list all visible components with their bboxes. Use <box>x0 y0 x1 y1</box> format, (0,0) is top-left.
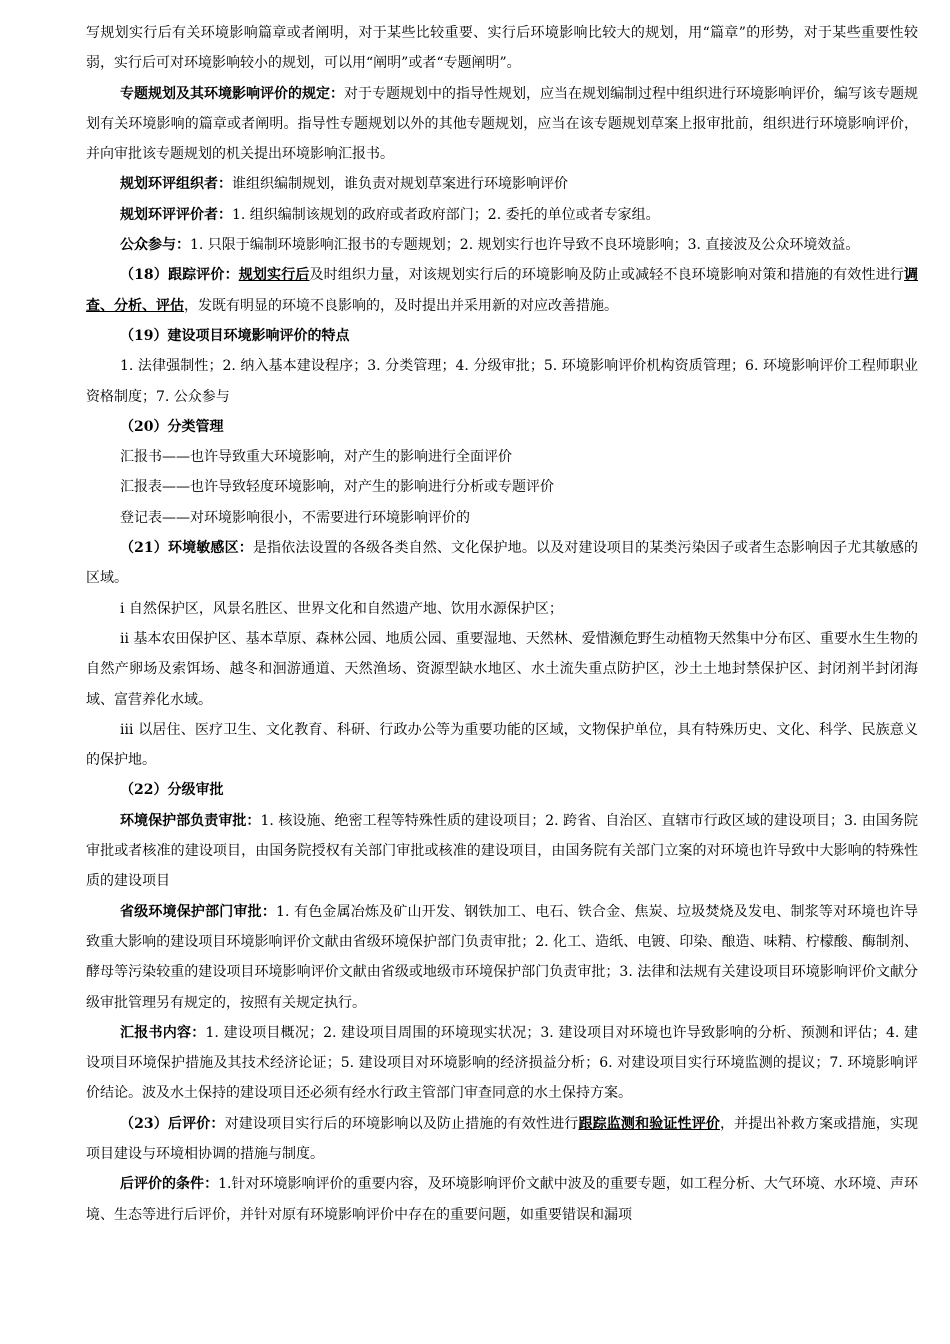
text-run: ⅰ 自然保护区，风景名胜区、世界文化和自然遗产地、饮用水源保护区； <box>120 600 563 617</box>
text-run: ，发既有明显的环境不良影响的，及时提出并采用新的对应改善措施。 <box>184 297 618 314</box>
bold-text: （22）分级审批 <box>120 782 224 799</box>
paragraph <box>86 533 918 594</box>
paragraph <box>86 442 918 472</box>
paragraph <box>86 775 918 805</box>
text-run: 是指依法设置的各级各类自然、文化保护地。以及对建设项目的某类污染因子或者生态影响因子尤其敏感的区域。 <box>86 540 919 587</box>
bold-text: 专题规划及其环境影响评价的规定： <box>120 85 344 102</box>
paragraph <box>86 1169 918 1230</box>
text-run: 汇报表——也许导致轻度环境影响，对产生的影响进行分析或专题评价 <box>120 479 554 496</box>
text-run: ⅱ 基本农田保护区、基本草原、森林公园、地质公园、重要湿地、天然林、爱惜濒危野生动植物天然集中分布区、重要水生生物的自然产卵场及索饵场、越冬和洄游通道、天然渔场、资源型缺水地区、水土流失重点防护区，沙土土地封禁保护区、封闭剂半封闭海域、富营养化水域。 <box>86 630 918 708</box>
paragraph <box>86 169 918 199</box>
bold-text: 跟踪监测和验证性评价 <box>578 1115 721 1132</box>
bold-text: 规划环评评价者： <box>120 206 232 223</box>
paragraph <box>86 806 918 897</box>
bold-text: 省级环境保护部门审批： <box>120 903 277 920</box>
text-run: 1. 建设项目概况；2. 建设项目周围的环境现实状况；3. 建设项目对环境也许导致影响的分析、预测和评估；4. 建设项目环境保护措施及其技术经济论证；5. 建设项目对环境影响的经济损益分析；6. 对建设项目实行环境监测的提议；7. 环境影响评价结论。波及水土保持的建设项目还必须有经水行政主管部门审查同意的水土保持方案。 <box>86 1024 919 1102</box>
paragraph <box>86 594 918 624</box>
bold-text: （18）跟踪评价： <box>120 267 239 284</box>
text-run: ⅲ 以居住、医疗卫生、文化教育、科研、行政办公等为重要功能的区域，文物保护单位，具有特殊历史、文化、科学、民族意义的保护地。 <box>86 721 918 769</box>
bold-text: （20）分类管理 <box>120 418 224 435</box>
bold-text: （19）建设项目环境影响评价的特点 <box>120 327 350 344</box>
paragraph <box>86 18 918 79</box>
text-run: 对于专题规划中的指导性规划，应当在规划编制过程中组织进行环境影响评价，编写该专题规划有关环境影响的篇章或者阐明。指导性专题规划以外的其他专题规划，应当在该专题规划草案上报审批前，组织进行环境影响评价，并向审批该专题规划的机关提出环境影响汇报书。 <box>86 85 918 163</box>
text-run: 1. 法律强制性；2. 纳入基本建设程序；3. 分类管理；4. 分级审批；5. 环境影响评价机构资质管理；6. 环境影响评价工程师职业资格制度；7. 公众参与 <box>86 358 918 405</box>
text-run: 汇报书——也许导致重大环境影响，对产生的影响进行全面评价 <box>120 449 512 466</box>
paragraph <box>86 351 918 412</box>
text-run: 及时组织力量，对该规划实行后的环境影响及防止或减轻不良环境影响对策和措施的有效性进行 <box>309 267 905 284</box>
bold-text: （21）环境敏感区： <box>120 540 253 557</box>
paragraph <box>86 1018 918 1109</box>
text-run: 谁组织编制规划，谁负责对规划草案进行环境影响评价 <box>232 176 568 193</box>
text-run: 写规划实行后有关环境影响篇章或者阐明，对于某些比较重要、实行后环境影响比较大的规划，用“篇章”的形势，对于某些重要性较弱，实行后可对环境影响较小的规划，可以用“阐明”或者“专题阐明”。 <box>86 25 918 72</box>
bold-text: （23）后评价： <box>120 1115 225 1132</box>
paragraph <box>86 472 918 502</box>
paragraph <box>86 412 918 442</box>
paragraph <box>86 200 918 230</box>
bold-text: 环境保护部负责审批： <box>120 812 261 829</box>
paragraph <box>86 1109 918 1170</box>
text-run: 1. 组织编制该规划的政府或者政府部门；2. 委托的单位或者专家组。 <box>232 206 660 223</box>
paragraph <box>86 260 918 321</box>
text-run: 1. 核设施、绝密工程等特殊性质的建设项目；2. 跨省、自治区、直辖市行政区域的建设项目；3. 由国务院审批或者核准的建设项目，由国务院授权有关部门审批或核准的建设项目，由国务院有关部门立案的对环境也许导致中大影响的特殊性质的建设项目 <box>86 812 919 890</box>
bold-text: 汇报书内容： <box>120 1024 206 1041</box>
paragraph <box>86 624 918 715</box>
paragraph <box>86 79 918 170</box>
paragraph <box>86 503 918 533</box>
paragraph <box>86 897 918 1018</box>
bold-text: 后评价的条件： <box>120 1176 219 1193</box>
text-run: 对建设项目实行后的环境影响以及防止措施的有效性进行 <box>224 1115 579 1132</box>
bold-text: 公众参与： <box>120 237 190 254</box>
text-run: 1. 有色金属冶炼及矿山开发、钢铁加工、电石、铁合金、焦炭、垃圾焚烧及发电、制浆等对环境也许导致重大影响的建设项目环境影响评价文献由省级环境保护部门负责审批；2. 化工、造纸、电镀、印染、酿造、味精、柠檬酸、酶制剂、酵母等污染较重的建设项目环境影响评价文献由省级或地级市环境保护部门负责审批；3. 法律和法规有关建设项目环境影响评价文献分级审批管理另有规定的，按照有关规定执行。 <box>86 903 919 1011</box>
text-run: 1. 只限于编制环境影响汇报书的专题规划；2. 规划实行也许导致不良环境影响；3. 直接波及公众环境效益。 <box>190 237 860 254</box>
text-run: ，并提出补救方案或措施，实现项目建设与环境相协调的措施与制度。 <box>86 1115 919 1162</box>
text-run: 登记表——对环境影响很小，不需要进行环境影响评价的 <box>120 509 470 526</box>
paragraph <box>86 321 918 351</box>
bold-text: 规划环评组织者： <box>120 176 232 193</box>
bold-text: 调查、分析、评估 <box>86 267 919 314</box>
text-run: 1.针对环境影响评价的重要内容，及环境影响评价文献中波及的重要专题，如工程分析、大气环境、水环境、声环境、生态等进行后评价，并针对原有环境影响评价中存在的重要问题，如重要错误和漏项 <box>86 1176 919 1223</box>
paragraph <box>86 230 918 260</box>
bold-text: 规划实行后 <box>238 267 310 284</box>
paragraph <box>86 715 918 776</box>
